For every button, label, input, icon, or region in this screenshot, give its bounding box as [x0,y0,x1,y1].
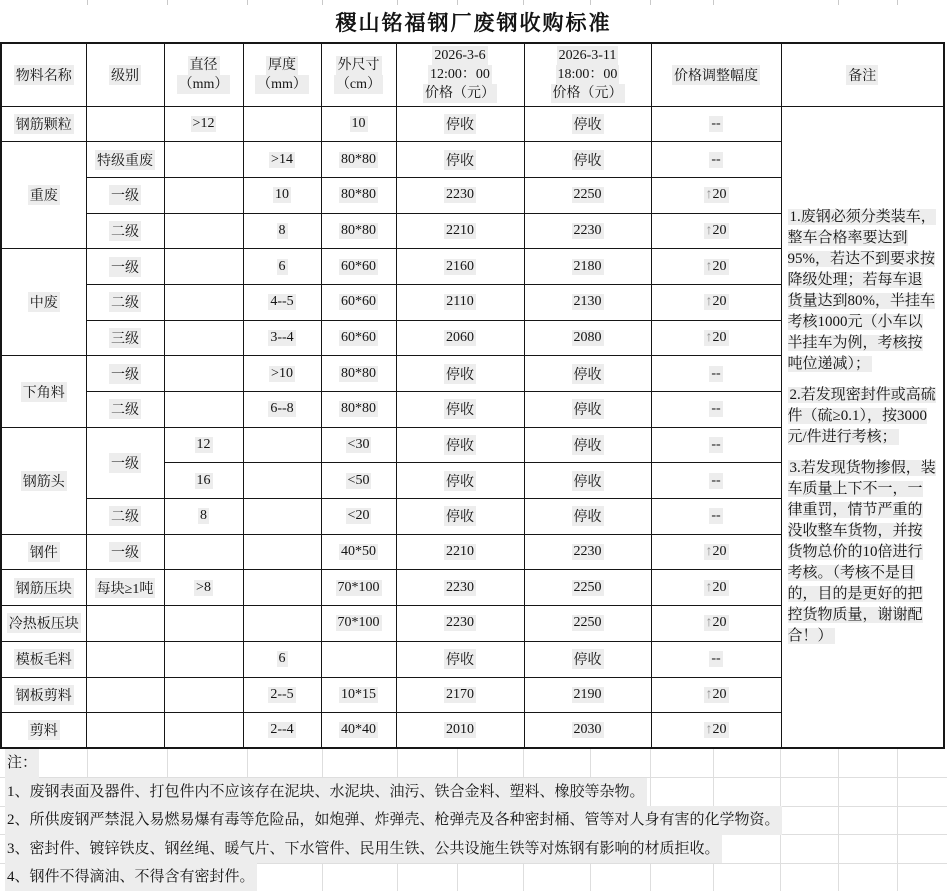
cell-adjust: -- [651,142,781,178]
cell-adjust: ↑20 [651,320,781,356]
cell-adjust: ↑20 [651,713,781,749]
cell-adjust: ↑20 [651,534,781,570]
cell-size: <50 [321,463,396,499]
col-header-thickness: 厚度 （mm） [243,43,321,106]
cell-thickness: 10 [243,177,321,213]
cell-price1: 2210 [396,213,524,249]
remark-cell [781,106,944,748]
cell-thickness [243,534,321,570]
cell-price1: 2060 [396,320,524,356]
cell-price2: 停收 [524,463,651,499]
cell-grade [86,641,164,677]
cell-price2: 停收 [524,641,651,677]
cell-grade: 一级 [86,534,164,570]
cell-adjust: ↑20 [651,606,781,642]
cell-price1: 停收 [396,142,524,178]
cell-price1: 停收 [396,356,524,392]
cell-price1: 停收 [396,392,524,428]
cell-price1: 停收 [396,106,524,142]
col-header-grade [86,43,164,106]
cell-thickness [243,570,321,606]
cell-size: 80*80 [321,392,396,428]
cell-thickness [243,463,321,499]
col-header-diameter: 直径 （mm） [164,43,243,106]
cell-price2: 停收 [524,356,651,392]
cell-size: 80*80 [321,356,396,392]
cell-material: 钢筋颗粒 [1,106,86,142]
col-header-size: 外尺寸 （cm） [321,43,396,106]
cell-adjust: ↑20 [651,284,781,320]
cell-grade: 二级 [86,499,164,535]
cell-size: 80*80 [321,177,396,213]
cell-size [321,641,396,677]
cell-price2: 2250 [524,606,651,642]
cell-grade: 一级 [86,177,164,213]
remark-paragraph: 3.若发现货物掺假，装车质量上下不一，一律重罚，情节严重的没收整车货物，并按货物总价的10倍进行考核。（考核不是目的，目的是更好的把控货物质量，谢谢配合！） [787,459,936,644]
cell-grade [86,106,164,142]
cell-adjust: ↑20 [651,677,781,713]
cell-size: 10 [321,106,396,142]
cell-diameter [164,249,243,285]
cell-adjust: ↑20 [651,177,781,213]
notes-section [0,749,947,891]
cell-thickness: 8 [243,213,321,249]
cell-grade [86,677,164,713]
cell-material: 剪料 [1,713,86,749]
notes-label: 注： [0,749,947,777]
cell-size: 60*60 [321,249,396,285]
cell-diameter [164,320,243,356]
price-table [0,42,945,749]
cell-diameter: 8 [164,499,243,535]
cell-material: 钢件 [1,534,86,570]
cell-price2: 停收 [524,427,651,463]
cell-size: 40*40 [321,713,396,749]
cell-grade: 一级 [86,427,164,498]
cell-price2: 2230 [524,534,651,570]
cell-price2: 停收 [524,499,651,535]
page-title: 稷山铭福钢厂废钢收购标准 [335,11,612,35]
cell-grade: 二级 [86,213,164,249]
cell-grade [86,713,164,749]
col-header-material [1,43,86,106]
cell-grade: 特级重废 [86,142,164,178]
cell-diameter: 12 [164,427,243,463]
cell-grade: 一级 [86,249,164,285]
cell-grade: 一级 [86,356,164,392]
cell-price1: 2160 [396,249,524,285]
cell-price2: 2030 [524,713,651,749]
cell-adjust: -- [651,463,781,499]
cell-adjust: -- [651,499,781,535]
cell-adjust: ↑20 [651,249,781,285]
cell-adjust: -- [651,641,781,677]
cell-material: 中废 [1,249,86,356]
cell-diameter [164,713,243,749]
cell-price2: 2190 [524,677,651,713]
cell-diameter [164,677,243,713]
col-header-grade-label: 级别 [109,65,141,85]
cell-grade: 二级 [86,392,164,428]
cell-thickness: 6 [243,641,321,677]
cell-price1: 2210 [396,534,524,570]
cell-thickness [243,606,321,642]
cell-material: 钢筋头 [1,427,86,534]
col-header-adjust: 价格调整幅度 [651,43,781,106]
cell-price2: 2250 [524,570,651,606]
cell-price1: 停收 [396,463,524,499]
cell-size: 10*15 [321,677,396,713]
cell-material: 钢板剪料 [1,677,86,713]
cell-size: 60*60 [321,284,396,320]
cell-adjust: -- [651,356,781,392]
cell-adjust: -- [651,427,781,463]
cell-price2: 2130 [524,284,651,320]
cell-price1: 停收 [396,499,524,535]
cell-diameter [164,142,243,178]
table-row [1,106,944,142]
note-item-3: 3、密封件、镀锌铁皮、钢丝绳、暖气片、下水管件、民用生铁、公共设施生铁等对炼钢有影响的材质拒收。 [0,835,947,863]
cell-material: 冷热板压块 [1,606,86,642]
cell-material: 钢筋压块 [1,570,86,606]
note-item-1: 1、废钢表面及器件、打包件内不应该存在泥块、水泥块、油污、铁合金料、塑料、橡胶等杂物。 [0,778,947,806]
col-header-price1: 2026-3-6 12:00：00 价格（元） [396,43,524,106]
cell-thickness: 3--4 [243,320,321,356]
cell-thickness: 6 [243,249,321,285]
cell-price1: 2110 [396,284,524,320]
cell-thickness: 2--5 [243,677,321,713]
cell-adjust: ↑20 [651,570,781,606]
note-item-2: 2、所供废钢严禁混入易燃易爆有毒等危险品，如炮弹、炸弹壳、枪弹壳及各种密封桶、管等对人身有害的化学物资。 [0,806,947,834]
cell-price2: 2080 [524,320,651,356]
cell-diameter: 16 [164,463,243,499]
cell-grade: 每块≥1吨 [86,570,164,606]
cell-thickness [243,106,321,142]
cell-price1: 2230 [396,570,524,606]
cell-price2: 2250 [524,177,651,213]
cell-price1: 停收 [396,427,524,463]
cell-price1: 2230 [396,177,524,213]
cell-price1: 2170 [396,677,524,713]
cell-adjust: ↑20 [651,213,781,249]
cell-price1: 2010 [396,713,524,749]
cell-grade [86,606,164,642]
remark-paragraph: 1.废钢必须分类装车，整车合格率要达到95%，若达不到要求按降级处理；若每车退货量达到80%，半挂车考核1000元（小车以半挂车为例，考核按吨位递减）； [787,208,936,372]
cell-thickness: 2--4 [243,713,321,749]
cell-thickness: 6--8 [243,392,321,428]
cell-diameter: >12 [164,106,243,142]
cell-price2: 2230 [524,213,651,249]
cell-size: 70*100 [321,606,396,642]
cell-diameter: >8 [164,570,243,606]
cell-price2: 2180 [524,249,651,285]
cell-diameter [164,213,243,249]
cell-size: 60*60 [321,320,396,356]
col-header-remark: 备注 [781,43,944,106]
cell-diameter [164,392,243,428]
cell-size: 80*80 [321,142,396,178]
cell-thickness [243,499,321,535]
cell-grade: 三级 [86,320,164,356]
header-row [1,43,944,106]
cell-size: <20 [321,499,396,535]
cell-size: 80*80 [321,213,396,249]
cell-adjust: -- [651,392,781,428]
cell-thickness: 4--5 [243,284,321,320]
cell-price2: 停收 [524,106,651,142]
cell-material: 重废 [1,142,86,249]
cell-diameter [164,641,243,677]
cell-diameter [164,534,243,570]
cell-size: 70*100 [321,570,396,606]
cell-adjust: -- [651,106,781,142]
cell-price1: 2230 [396,606,524,642]
cell-thickness: >10 [243,356,321,392]
cell-thickness [243,427,321,463]
cell-grade: 二级 [86,284,164,320]
cell-diameter [164,177,243,213]
cell-diameter [164,606,243,642]
cell-diameter [164,284,243,320]
cell-diameter [164,356,243,392]
col-header-material-label: 物料名称 [14,65,74,85]
cell-size: <30 [321,427,396,463]
cell-price2: 停收 [524,142,651,178]
cell-price2: 停收 [524,392,651,428]
cell-material: 下角料 [1,356,86,427]
cell-size: 40*50 [321,534,396,570]
cell-material: 模板毛料 [1,641,86,677]
remark-paragraph: 2.若发现密封件或高硫件（硫≥0.1），按3000元/件进行考核； [787,386,936,445]
note-item-4: 4、钢件不得滴油、不得含有密封件。 [0,863,947,891]
cell-price1: 停收 [396,641,524,677]
cell-thickness: >14 [243,142,321,178]
col-header-price2: 2026-3-11 18:00：00 价格（元） [524,43,651,106]
